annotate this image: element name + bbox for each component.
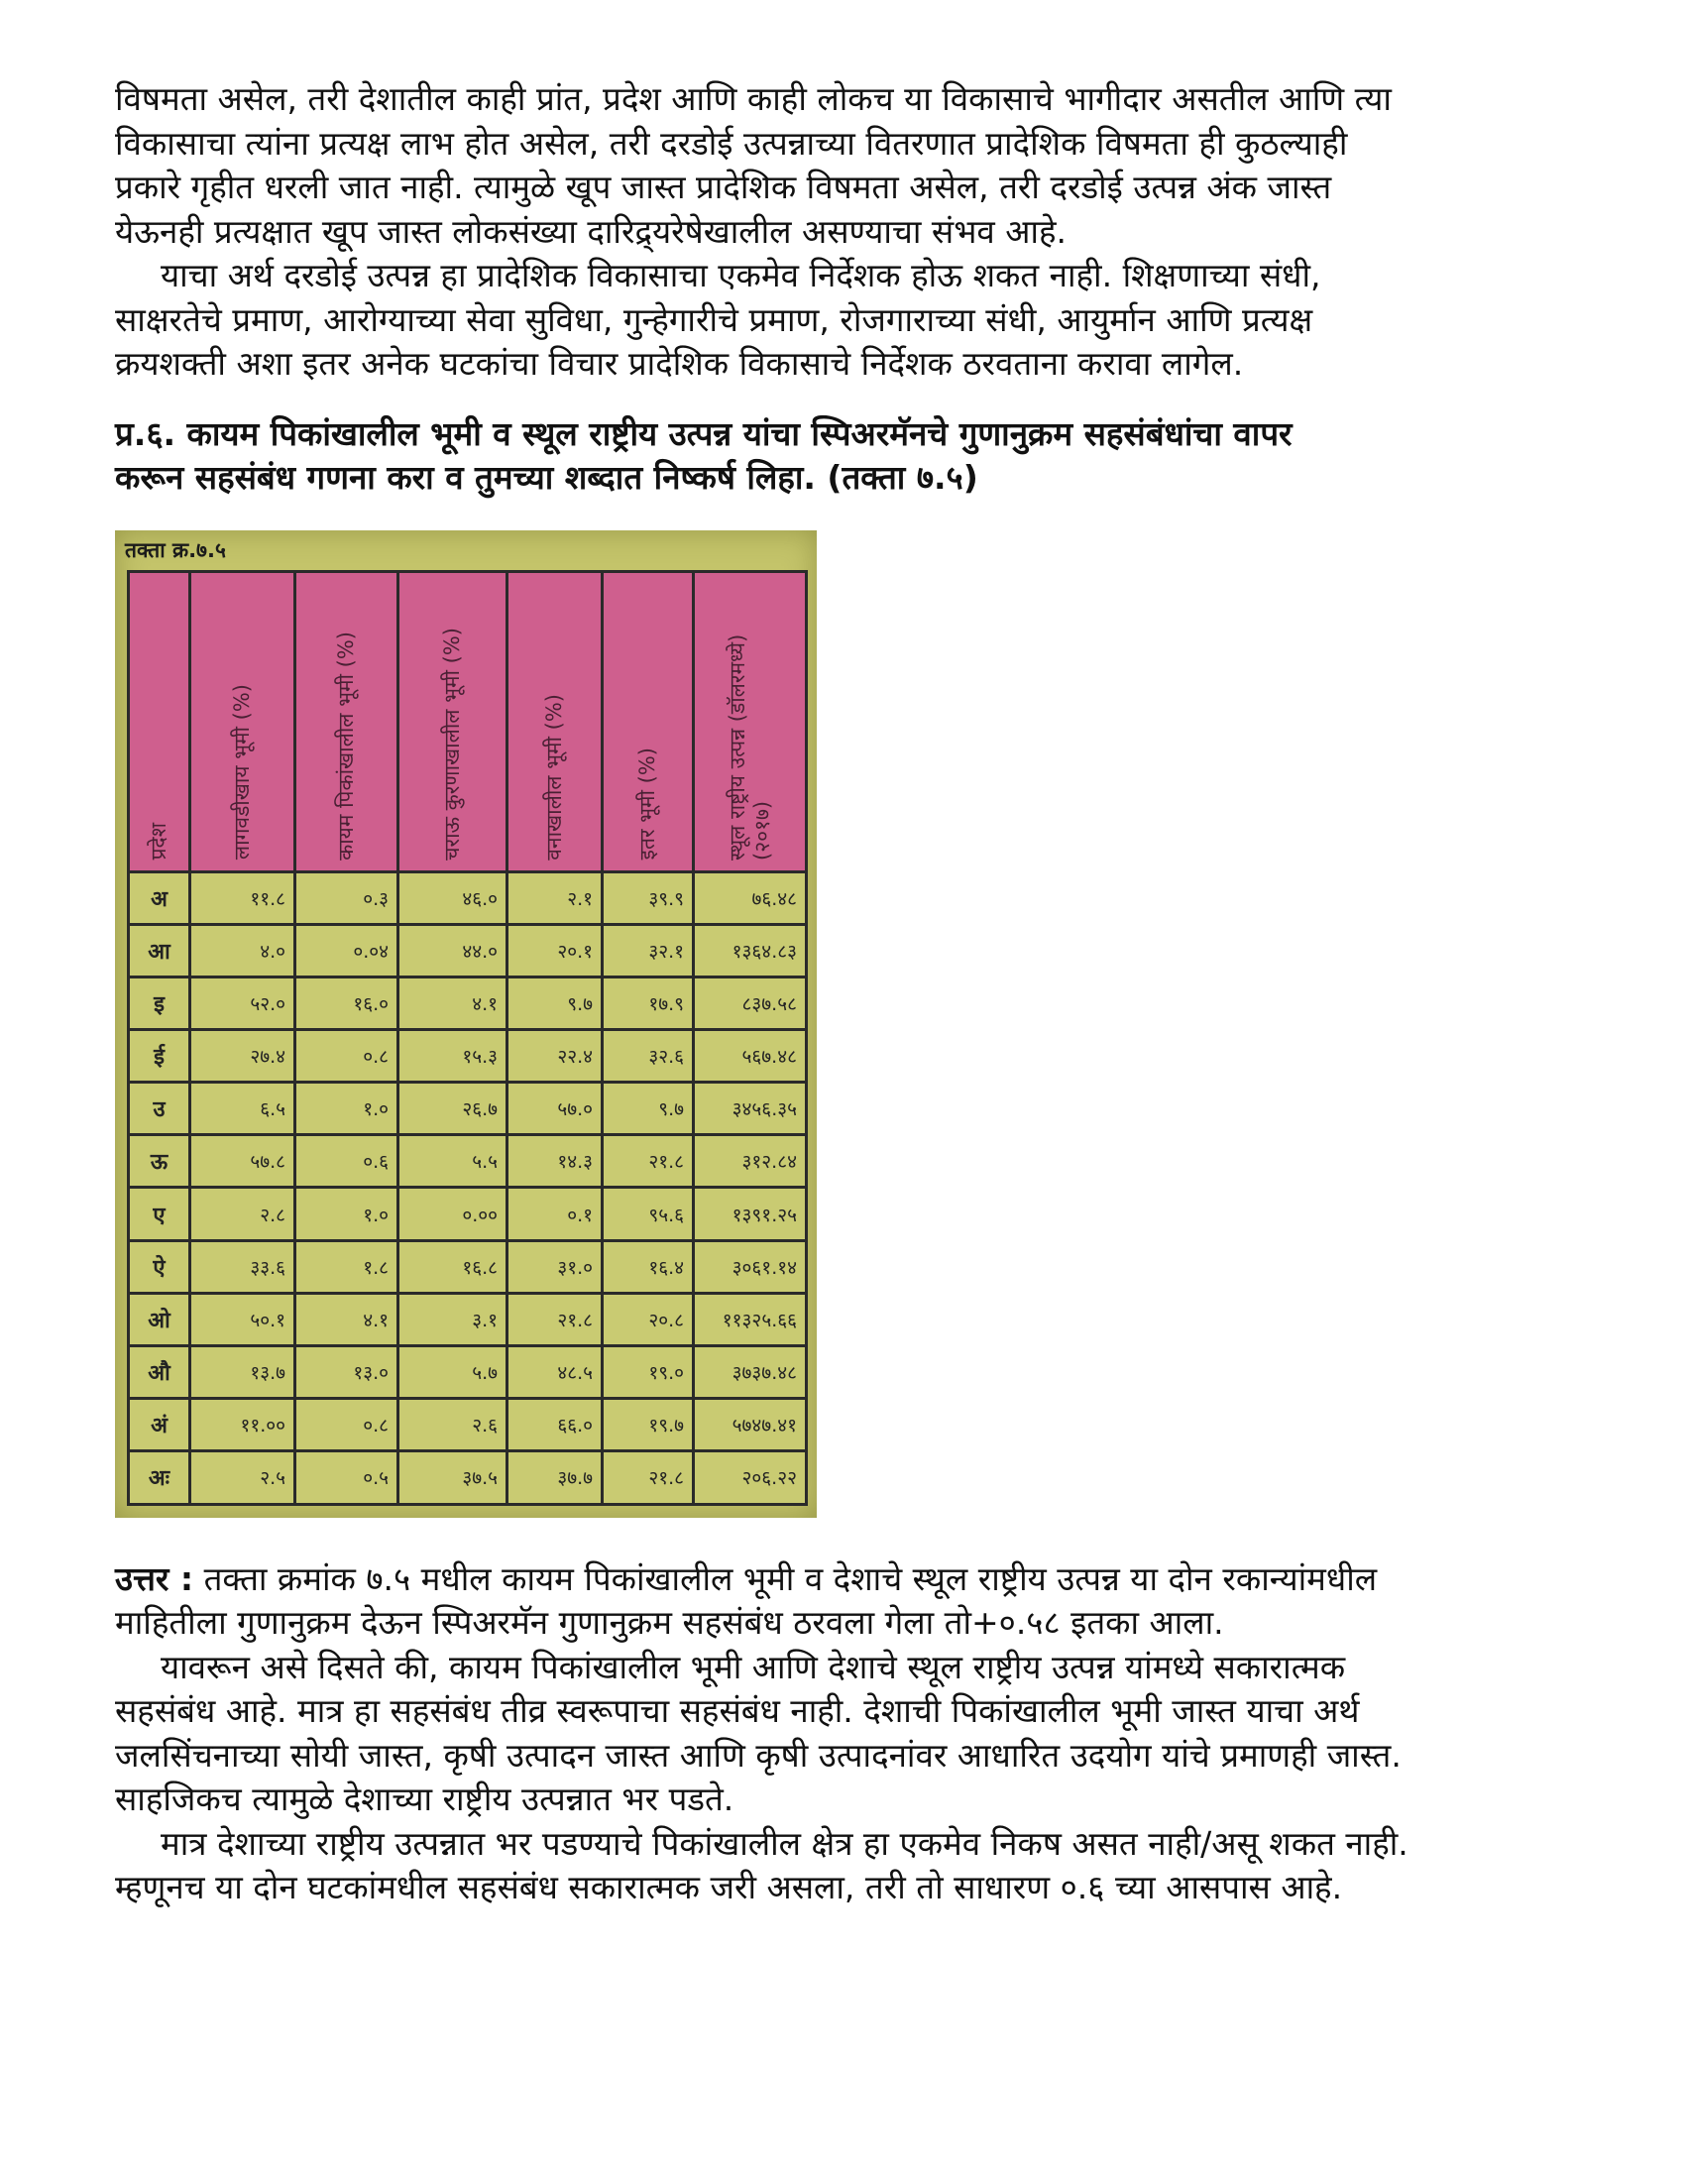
table-cell: ९५.६ (603, 1188, 694, 1240)
data-table (127, 570, 808, 1506)
table-cell: ०.१ (507, 1188, 603, 1240)
table-cell: २१.८ (603, 1451, 694, 1504)
table-cell: १३.० (295, 1345, 398, 1398)
table-cell: १.८ (295, 1240, 398, 1293)
table-cell: २.८ (190, 1188, 295, 1240)
table-cell: ४.० (190, 924, 295, 977)
table-cell: २.१ (507, 871, 603, 924)
table-cell: ०.३ (295, 871, 398, 924)
table-cell: १३६४.८३ (694, 924, 807, 977)
region-cell: औ (129, 1345, 190, 1398)
table-row (129, 1451, 807, 1504)
region-cell: ऊ (129, 1135, 190, 1188)
table-cell: ३३.६ (190, 1240, 295, 1293)
question-heading (115, 412, 1582, 501)
column-header: इतर भूमी (%) (603, 571, 694, 871)
table-cell: १९.० (603, 1345, 694, 1398)
table-cell: १७.९ (603, 977, 694, 1029)
paragraph-1 (115, 77, 1582, 254)
table-cell: ३.१ (398, 1293, 507, 1345)
table-row (129, 871, 807, 924)
table-cell: १६.४ (603, 1240, 694, 1293)
table-cell: १.० (295, 1188, 398, 1240)
table-cell: ३१२.८४ (694, 1135, 807, 1188)
table-cell: १९.७ (603, 1399, 694, 1451)
table-cell: १३९१.२५ (694, 1188, 807, 1240)
table-row (129, 1188, 807, 1240)
table-row (129, 1240, 807, 1293)
table-cell: २०६.२२ (694, 1451, 807, 1504)
table-cell: ५०.१ (190, 1293, 295, 1345)
answer-label: उत्तर : (115, 1558, 194, 1598)
table-cell: ९.७ (603, 1083, 694, 1135)
table-cell: २०.१ (507, 924, 603, 977)
table-cell: ४.१ (295, 1293, 398, 1345)
table-cell: ०.५ (295, 1451, 398, 1504)
paragraph-2 (115, 254, 1582, 387)
text-line: याचा अर्थ दरडोई उत्पन्न हा प्रादेशिक विकासाचा एकमेव निर्देशक होऊ शकत नाही. शिक्षणाच्या संधी, (161, 256, 1321, 294)
column-header: लागवडीखाय भूमी (%) (190, 571, 295, 871)
table-cell: ३७.५ (398, 1451, 507, 1504)
page-content (115, 77, 1582, 1910)
text-line: विकासाचा त्यांना प्रत्यक्ष लाभ होत असेल, तरी दरडोई उत्पन्नाच्या वितरणात प्रादेशिक विषमता ही कुठल्याही (115, 123, 1348, 163)
region-cell: उ (129, 1083, 190, 1135)
table-cell: १४.३ (507, 1135, 603, 1188)
table-cell: ३१.० (507, 1240, 603, 1293)
table-cell: २.६ (398, 1399, 507, 1451)
table-row (129, 1399, 807, 1451)
table-row (129, 1345, 807, 1398)
table-row (129, 1083, 807, 1135)
text-line: जलसिंचनाच्या सोयी जास्त, कृषी उत्पादन जास्त आणि कृषी उत्पादनांवर आधारित उदयोग यांचे प्रमाणही जास्त. (115, 1735, 1402, 1775)
table-caption: तक्ता क्र.७.५ (125, 537, 226, 562)
table-cell: २७.४ (190, 1029, 295, 1082)
table-cell: १५.३ (398, 1029, 507, 1082)
paragraph-5 (115, 1822, 1582, 1910)
table-cell: ११३२५.६६ (694, 1293, 807, 1345)
region-cell: अं (129, 1399, 190, 1451)
table-cell: ५.७ (398, 1345, 507, 1398)
table-cell: ३७३७.४८ (694, 1345, 807, 1398)
text-line: प्रकारे गृहीत धरली जात नाही. त्यामुळे खूप जास्त प्रादेशिक विषमता असेल, तरी दरडोई उत्पन्न अंक जास्त (115, 168, 1332, 206)
text-line: यावरून असे दिसते की, कायम पिकांखालील भूमी आणि देशाचे स्थूल राष्ट्रीय उत्पन्न यांमध्ये सकारात्मक (161, 1647, 1346, 1686)
table-row (129, 977, 807, 1029)
table-cell: ०.८ (295, 1399, 398, 1451)
table-cell: ४४.० (398, 924, 507, 977)
table-cell: १६.८ (398, 1240, 507, 1293)
region-cell: अ (129, 871, 190, 924)
text-line: म्हणूनच या दोन घटकांमधील सहसंबंध सकारात्मक जरी असला, तरी तो साधारण ०.६ च्या आसपास आहे. (115, 1868, 1343, 1906)
table-row (129, 1135, 807, 1188)
column-header: चराऊ कुरणाखालील भूमी (%) (398, 571, 507, 871)
text-line: सहसंबंध आहे. मात्र हा सहसंबंध तीव्र स्वरूपाचा सहसंबंध नाही. देशाची पिकांखालील भूमी जास्त याचा अर्थ (115, 1691, 1360, 1730)
table-cell: ९.७ (507, 977, 603, 1029)
table-cell: ५२.० (190, 977, 295, 1029)
table-cell: २१.८ (507, 1293, 603, 1345)
region-cell: ऐ (129, 1240, 190, 1293)
text-line: प्र.६. कायम पिकांखालील भूमी व स्थूल राष्ट्रीय उत्पन्न यांचा स्पिअरमॅनचे गुणानुक्रम सहसंबंधांचा वापर (115, 413, 1293, 453)
table-header-row (129, 571, 807, 871)
region-cell: ओ (129, 1293, 190, 1345)
text-line: माहितीला गुणानुक्रम देऊन स्पिअरमॅन गुणानुक्रम सहसंबंध ठरवला गेला तो+०.५८ इतका आला. (115, 1603, 1224, 1642)
text-line: क्रयशक्ती अशा इतर अनेक घटकांचा विचार प्रादेशिक विकासाचे निर्देशक ठरवताना करावा लागेल. (115, 344, 1244, 383)
table-cell: ०.०० (398, 1188, 507, 1240)
column-header: वनाखालील भूमी (%) (507, 571, 603, 871)
table-cell: १३.७ (190, 1345, 295, 1398)
text-line: मात्र देशाच्या राष्ट्रीय उत्पन्नात भर पडण्याचे पिकांखालील क्षेत्र हा एकमेव निकष असत नाही/असू शकत नाही. (161, 1823, 1408, 1863)
table-cell: ५७४७.४१ (694, 1399, 807, 1451)
region-cell: अः (129, 1451, 190, 1504)
table-cell: ३२.६ (603, 1029, 694, 1082)
table-cell: ४६.० (398, 871, 507, 924)
table-cell: ७६.४८ (694, 871, 807, 924)
region-cell: ई (129, 1029, 190, 1082)
table-cell: १६.० (295, 977, 398, 1029)
table-cell: ३९.९ (603, 871, 694, 924)
region-cell: ए (129, 1188, 190, 1240)
text-line: साहजिकच त्यामुळे देशाच्या राष्ट्रीय उत्पन्नात भर पडते. (115, 1780, 734, 1818)
text-line: विषमता असेल, तरी देशातील काही प्रांत, प्रदेश आणि काही लोकच या विकासाचे भागीदार असतील आणि त्या (115, 79, 1392, 118)
table-cell: १.० (295, 1083, 398, 1135)
text-line: येऊनही प्रत्यक्षात खूप जास्त लोकसंख्या दारिद्र्यरेषेखालील असण्याचा संभव आहे. (115, 211, 1067, 251)
table-cell: ३४५६.३५ (694, 1083, 807, 1135)
table-cell: ५७.० (507, 1083, 603, 1135)
table-cell: ०.८ (295, 1029, 398, 1082)
table-cell: ५६७.४८ (694, 1029, 807, 1082)
text-line: तक्ता क्रमांक ७.५ मधील कायम पिकांखालील भूमी व देशाचे स्थूल राष्ट्रीय उत्पन्न या दोन रकान्यांमधील (193, 1558, 1378, 1598)
table-cell: ११.८ (190, 871, 295, 924)
table-cell: ०.०४ (295, 924, 398, 977)
table-cell: ४.१ (398, 977, 507, 1029)
table-cell: ६.५ (190, 1083, 295, 1135)
table-cell: ५.५ (398, 1135, 507, 1188)
table-cell: ११.०० (190, 1399, 295, 1451)
table-cell: ३०६१.१४ (694, 1240, 807, 1293)
text-line: करून सहसंबंध गणना करा व तुमच्या शब्दात निष्कर्ष लिहा. (तक्ता ७.५) (115, 458, 978, 497)
text-line: साक्षरतेचे प्रमाण, आरोग्याच्या सेवा सुविधा, गुन्हेगारीचे प्रमाण, रोजगाराच्या संधी, आयुर्मान आणि प्रत्यक्ष (115, 299, 1313, 339)
table-row (129, 1029, 807, 1082)
table-image (115, 530, 817, 1518)
column-header: कायम पिकांखालील भूमी (%) (295, 571, 398, 871)
table-cell: ३७.७ (507, 1451, 603, 1504)
table-row (129, 1293, 807, 1345)
region-cell: इ (129, 977, 190, 1029)
table-cell: ३२.१ (603, 924, 694, 977)
answer-paragraph (115, 1557, 1582, 1646)
table-cell: २.५ (190, 1451, 295, 1504)
region-cell: आ (129, 924, 190, 977)
table-cell: ५७.८ (190, 1135, 295, 1188)
table-cell: २२.४ (507, 1029, 603, 1082)
table-cell: ४८.५ (507, 1345, 603, 1398)
table-row (129, 924, 807, 977)
table-cell: २१.८ (603, 1135, 694, 1188)
table-cell: २६.७ (398, 1083, 507, 1135)
column-header: प्रदेश (129, 571, 190, 871)
column-header: स्थूल राष्ट्रीय उत्पन्न (डॉलरमध्ये) (२०१७) (694, 571, 807, 871)
table-cell: ०.६ (295, 1135, 398, 1188)
paragraph-4 (115, 1646, 1582, 1822)
table-cell: ६६.० (507, 1399, 603, 1451)
table-cell: ८३७.५८ (694, 977, 807, 1029)
table-cell: २०.८ (603, 1293, 694, 1345)
